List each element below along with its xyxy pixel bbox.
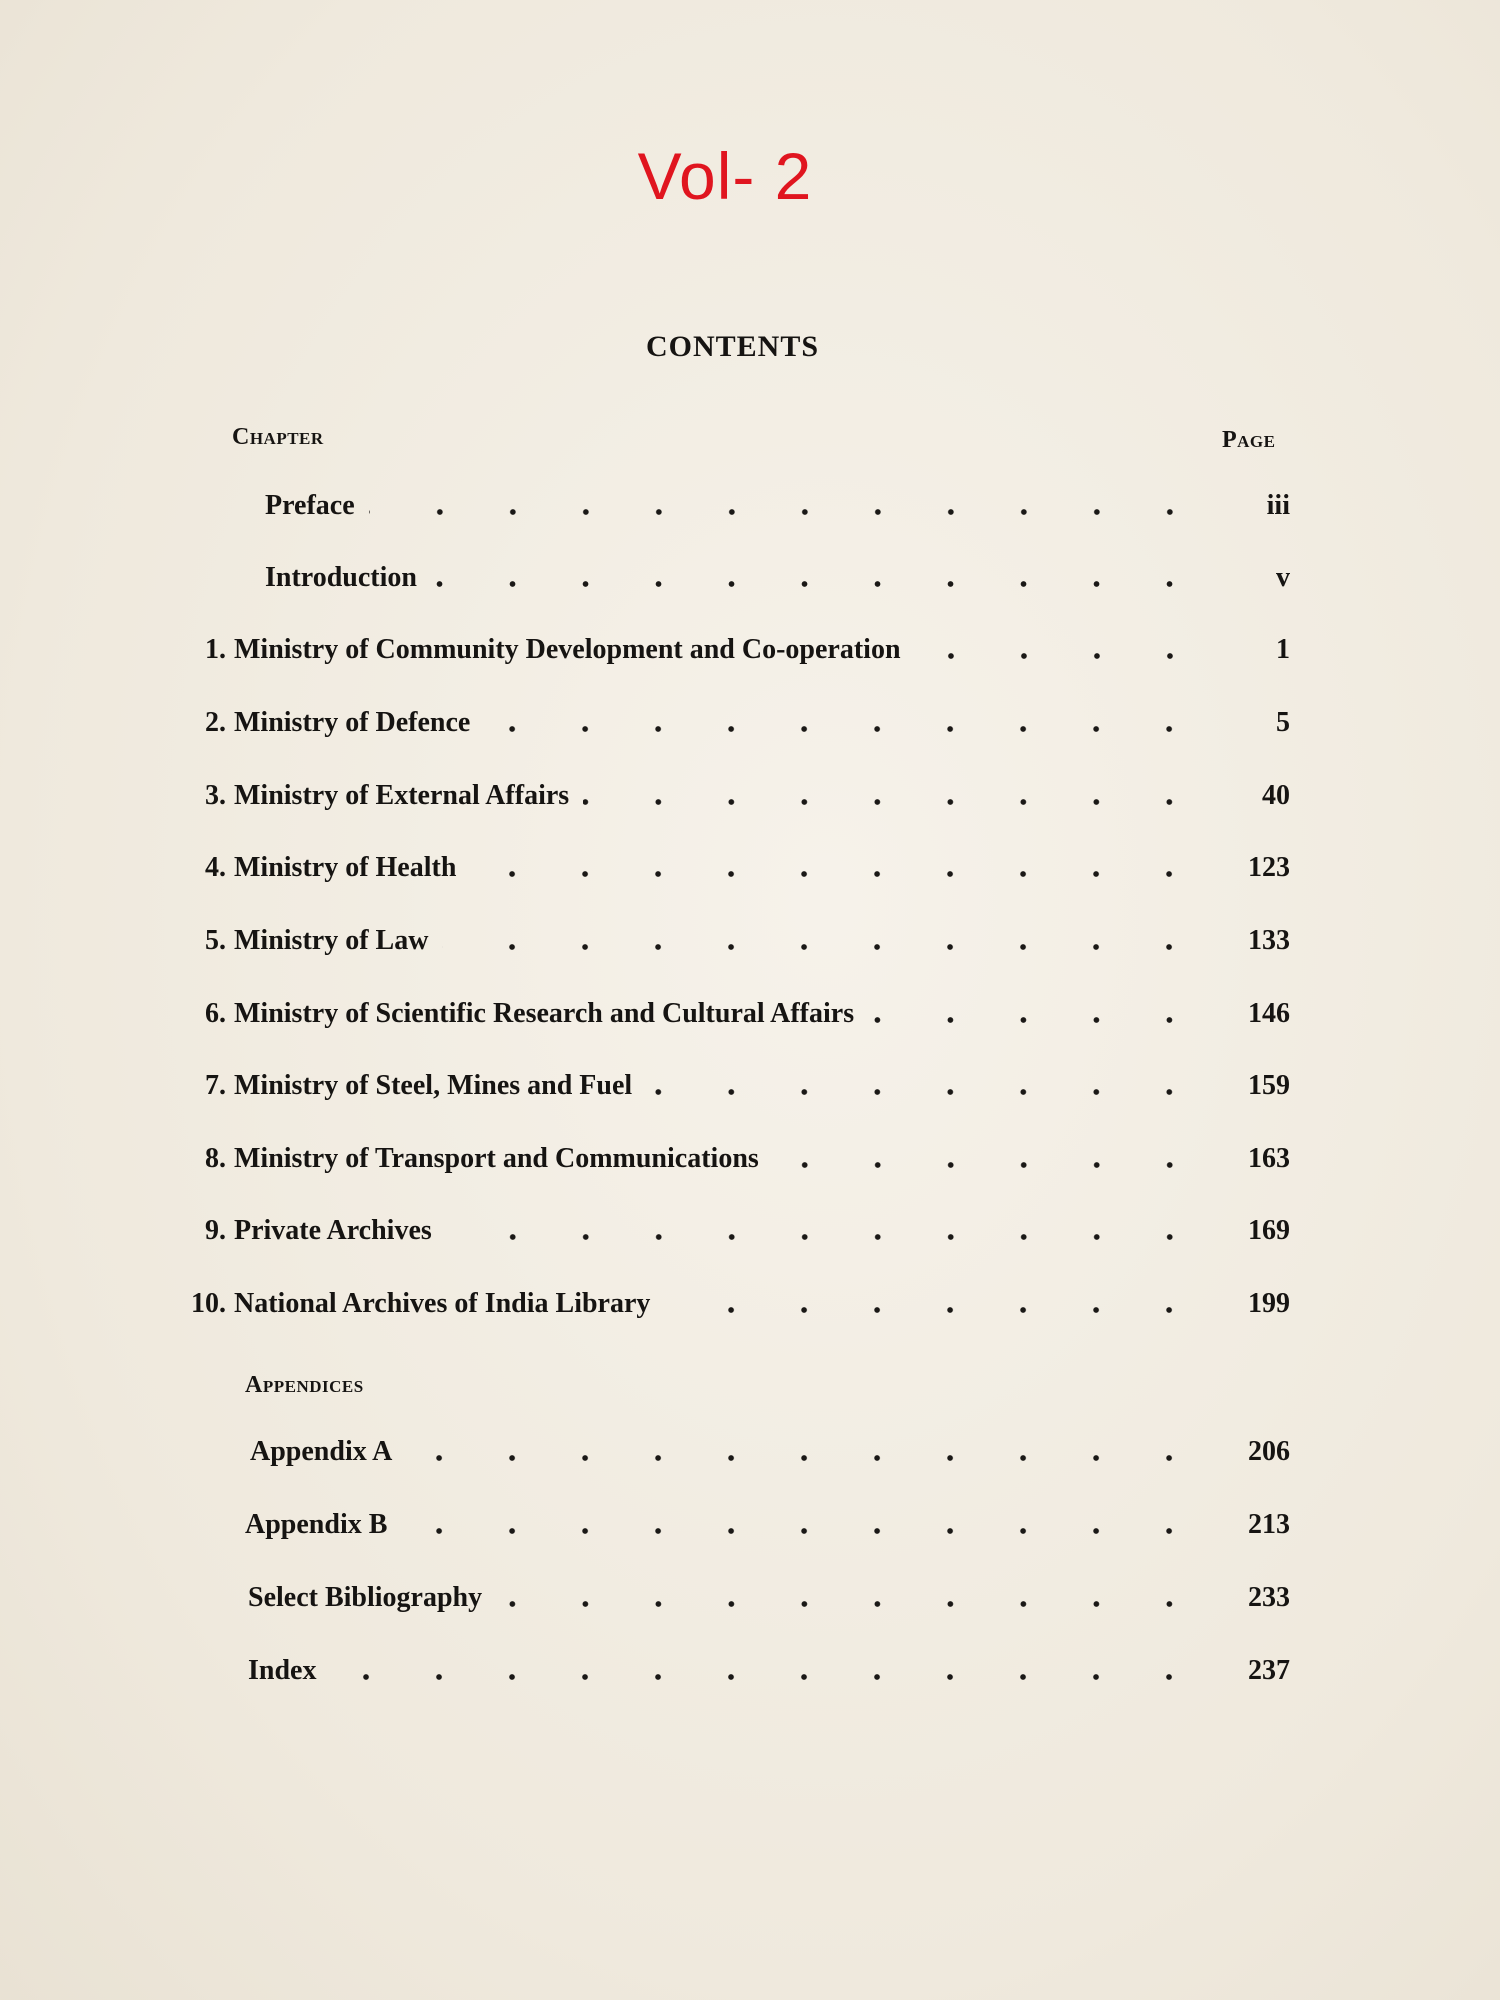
chapter-column-header: Chapter [232,424,324,450]
toc-entry-bibliography[interactable] [248,1582,1290,1626]
dot-leader [406,1453,1206,1463]
toc-entry-chapter-5[interactable] [190,925,1290,969]
toc-entry-page: 233 [1248,1582,1290,1613]
dot-leader [915,651,1206,661]
toc-entry-title: Appendix A [250,1436,393,1467]
toc-entry-title: Introduction [265,562,417,593]
chapter-number: 1. [205,634,226,665]
toc-entry-title: Ministry of Defence [234,707,471,738]
toc-entry-title: Ministry of Scientific Research and Cultural Affairs [234,998,855,1029]
dot-leader [442,942,1206,952]
toc-entry-title: Ministry of Health [234,852,457,883]
toc-entry-title: Ministry of Community Development and Co-operation [234,634,901,665]
page-title: CONTENTS [645,330,820,363]
chapter-number: 4. [205,852,226,883]
toc-entry-page: 206 [1248,1436,1290,1467]
chapter-number: 7. [205,1070,226,1101]
toc-entry-page: 146 [1248,998,1290,1029]
dot-leader [330,1672,1206,1682]
toc-entry-page: 5 [1276,707,1290,738]
dot-leader [496,1599,1206,1609]
toc-entry-title: Ministry of Transport and Communications [234,1143,759,1174]
toc-entry-index[interactable] [248,1655,1290,1699]
toc-entry-title: Ministry of Steel, Mines and Fuel [234,1070,633,1101]
toc-entry-chapter-1[interactable] [190,634,1290,678]
chapter-number: 8. [205,1143,226,1174]
toc-entry-chapter-6[interactable] [190,998,1290,1042]
chapter-number: 10. [191,1288,226,1319]
toc-entry-chapter-8[interactable] [190,1143,1290,1187]
volume-label: Vol- 2 [637,139,813,213]
toc-entry-title: Ministry of Law [234,925,429,956]
chapter-number: 5. [205,925,226,956]
toc-entry-title: National Archives of India Library [234,1288,651,1319]
toc-entry-page: 40 [1262,780,1290,811]
toc-entry-page: 169 [1248,1215,1290,1246]
toc-entry-chapter-2[interactable] [190,707,1290,751]
toc-entry-page: 213 [1248,1509,1290,1540]
dot-leader [369,507,1206,517]
toc-entry-chapter-7[interactable] [190,1070,1290,1114]
toc-entry-page: 159 [1248,1070,1290,1101]
dot-leader [446,1232,1206,1242]
dot-leader [646,1087,1206,1097]
toc-entry-appendix-b[interactable] [245,1509,1290,1553]
toc-entry-title: Appendix B [245,1509,388,1540]
toc-entry-page: 123 [1248,852,1290,883]
toc-entry-page: 1 [1276,634,1290,665]
chapter-number: 3. [205,780,226,811]
toc-entry-chapter-10[interactable] [190,1288,1290,1332]
toc-entry-page: v [1276,562,1290,593]
toc-entry-chapter-4[interactable] [190,852,1290,896]
toc-entry-chapter-3[interactable] [190,780,1290,824]
dot-leader [470,869,1206,879]
toc-entry-title: Ministry of External Affairs [234,780,570,811]
chapter-number: 9. [205,1215,226,1246]
dot-leader [664,1305,1206,1315]
dot-leader [868,1015,1206,1025]
toc-entry-appendix-a[interactable] [250,1436,1290,1480]
toc-entry-title: Private Archives [234,1215,432,1246]
toc-entry-title: Index [248,1655,317,1686]
toc-entry-page: 133 [1248,925,1290,956]
dot-leader [484,724,1206,734]
dot-leader [773,1160,1206,1170]
chapter-number: 2. [205,707,226,738]
toc-entry-preface[interactable] [265,490,1290,534]
toc-entry-title: Preface [265,490,355,521]
toc-entry-title: Select Bibliography [248,1582,483,1613]
toc-entry-introduction[interactable] [265,562,1290,606]
toc-entry-page: 237 [1248,1655,1290,1686]
appendices-heading: Appendices [245,1372,364,1398]
dot-leader [401,1526,1206,1536]
dot-leader [431,579,1206,589]
toc-entry-page: 163 [1248,1143,1290,1174]
toc-entry-chapter-9[interactable] [190,1215,1290,1259]
toc-entry-page: 199 [1248,1288,1290,1319]
dot-leader [583,797,1206,807]
chapter-number: 6. [205,998,226,1029]
toc-entry-page: iii [1266,490,1290,521]
page-column-header: Page [1222,427,1276,453]
